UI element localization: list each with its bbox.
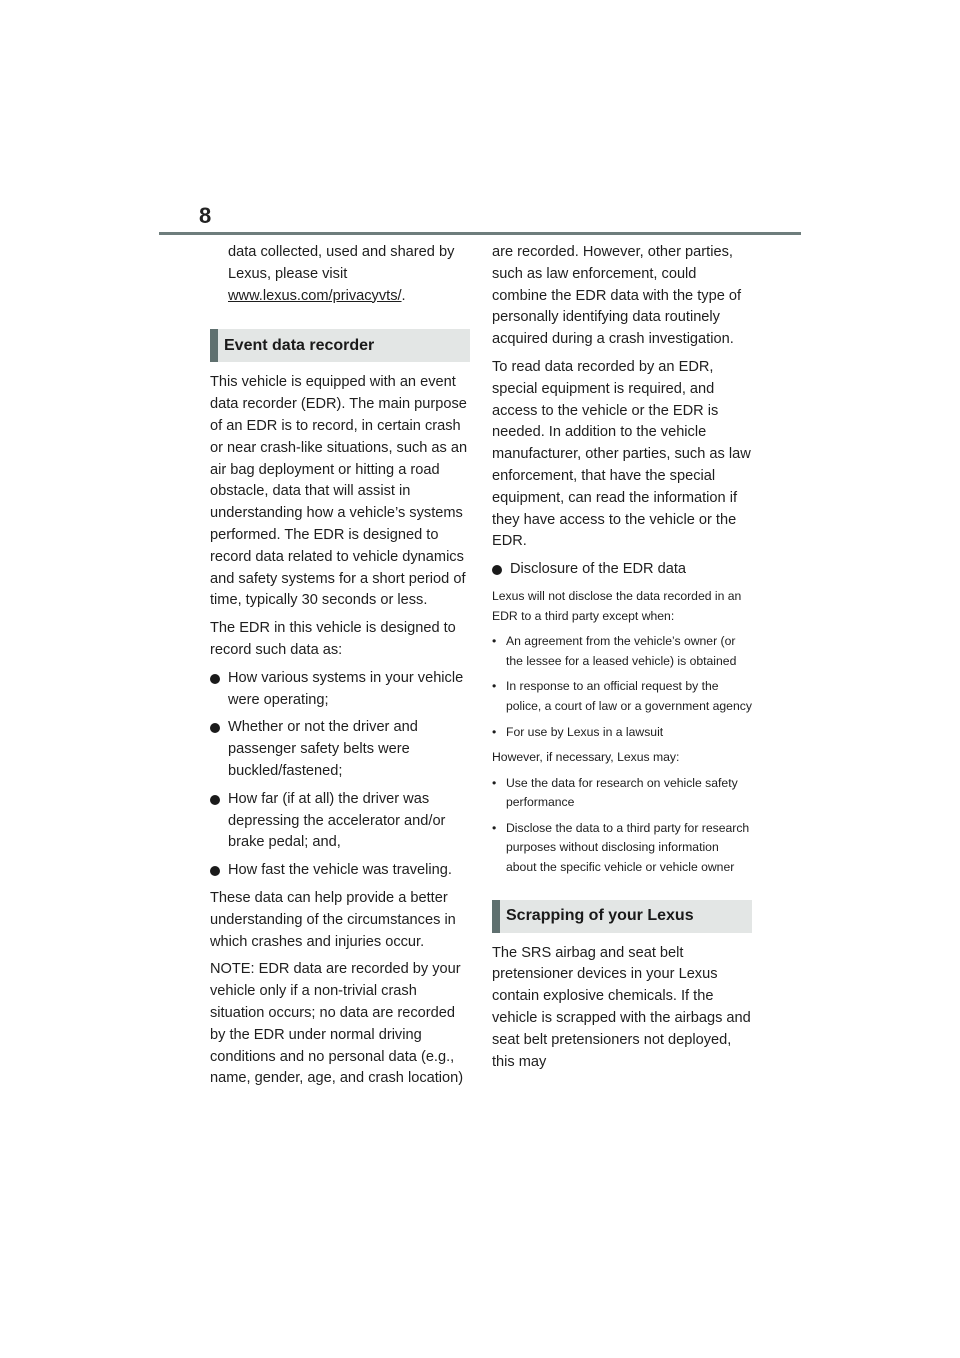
small-bullet-icon: • (492, 820, 497, 835)
edr-bullet-3 (210, 789, 470, 854)
left-column (210, 242, 470, 1090)
disclosure-item-1-text: An agreement from the vehicle’s owner (or the lessee for a leased vehicle) is obtained (506, 634, 737, 668)
disclosure-bullet (492, 559, 752, 581)
small-bullet-icon: • (492, 634, 497, 649)
section-heading-edr (210, 329, 470, 362)
bullet-dot-icon (210, 674, 220, 684)
header-rule (159, 232, 801, 235)
edr-bullet-1 (210, 668, 470, 712)
right-paragraph-1: are recorded. However, other parties, such as law enforcement, could combine the EDR data with the type of personally identifying data routinely acquired during a crash investigation. (492, 244, 742, 348)
research-item-2-text: Disclose the data to a third party for research purposes without disclosing information about the specific vehicle or vehicle owner (506, 820, 750, 875)
section-heading-scrapping (492, 900, 752, 933)
research-item-1-text: Use the data for research on vehicle safety performance (506, 775, 738, 810)
edr-bullet-3-text: How far (if at all) the driver was depressing the accelerator and/or brake pedal; and, (228, 790, 446, 851)
edr-paragraph-1: This vehicle is equipped with an event data recorder (EDR). The main purpose of an EDR is to record, in certain crash or near crash-like situations, such as an air bag deployment or hitting a road obstacle, data that will assist in understanding how a vehicle’s systems performed. The EDR is designed to record data related to vehicle dynamics and safety systems for a short period of time, typically 30 seconds or less. (210, 374, 468, 609)
section-heading-edr-label: Event data recorder (224, 336, 375, 354)
disclosure-intro: Lexus will not disclose the data recorded in an EDR to a third party except when: (492, 588, 742, 623)
privacy-link[interactable]: www.lexus.com/privacyvts/ (228, 287, 402, 304)
small-bullet-icon: • (492, 724, 497, 739)
disclosure-item (492, 632, 752, 671)
edr-bullet-2 (210, 717, 470, 782)
bullet-dot-icon (210, 723, 220, 733)
disclosure-item (492, 723, 752, 743)
intro-paragraph (210, 242, 470, 307)
edr-bullet-4-text: How fast the vehicle was traveling. (228, 862, 452, 879)
edr-paragraph-4: NOTE: EDR data are recorded by your vehicle only if a non-trivial crash situation occurs; no data are recorded by the EDR under normal driving conditions and no personal data (e.g., name, gender, age, and crash location) (210, 961, 464, 1087)
intro-text: data collected, used and shared by Lexus, please visit (228, 244, 455, 282)
research-item (492, 819, 752, 878)
disclosure-mid: However, if necessary, Lexus may: (492, 750, 680, 765)
edr-bullet-2-text: Whether or not the driver and passenger safety belts were buckled/fastened; (228, 719, 418, 779)
edr-paragraph-3: These data can help provide a better understanding of the circumstances in which crashes and injuries occur. (210, 889, 456, 950)
right-paragraph-2: To read data recorded by an EDR, special equipment is required, and access to the vehicle or the EDR is needed. In addition to the vehicle manufacturer, other parties, such as law enforcement, that have the special equipment, can read the information if they have access to the vehicle or the EDR. (492, 358, 751, 550)
disclosure-item (492, 677, 752, 716)
bullet-dot-icon (210, 795, 220, 805)
small-bullet-icon: • (492, 775, 497, 790)
intro-end: . (401, 287, 406, 304)
disclosure-bullet-text: Disclosure of the EDR data (510, 561, 687, 578)
right-column (492, 242, 752, 1073)
edr-bullet-4 (210, 860, 470, 882)
edr-bullet-1-text: How various systems in your vehicle were operating; (228, 669, 464, 708)
scrapping-paragraph: The SRS airbag and seat belt pretensioner devices in your Lexus contain explosive chemicals. If the vehicle is scrapped with the airbags and seat belt pretensioners not deployed, this may (492, 944, 751, 1070)
research-item (492, 774, 752, 813)
disclosure-item-3-text: For use by Lexus in a lawsuit (506, 724, 664, 739)
disclosure-item-2-text: In response to an official request by the police, a court of law or a government agency (506, 679, 752, 713)
bullet-dot-icon (492, 565, 502, 575)
page-number: 8 (199, 203, 212, 228)
small-bullet-icon: • (492, 679, 497, 694)
bullet-dot-icon (210, 866, 220, 876)
section-heading-scrapping-label: Scrapping of your Lexus (506, 907, 694, 925)
edr-paragraph-2: The EDR in this vehicle is designed to record such data as: (210, 620, 456, 658)
